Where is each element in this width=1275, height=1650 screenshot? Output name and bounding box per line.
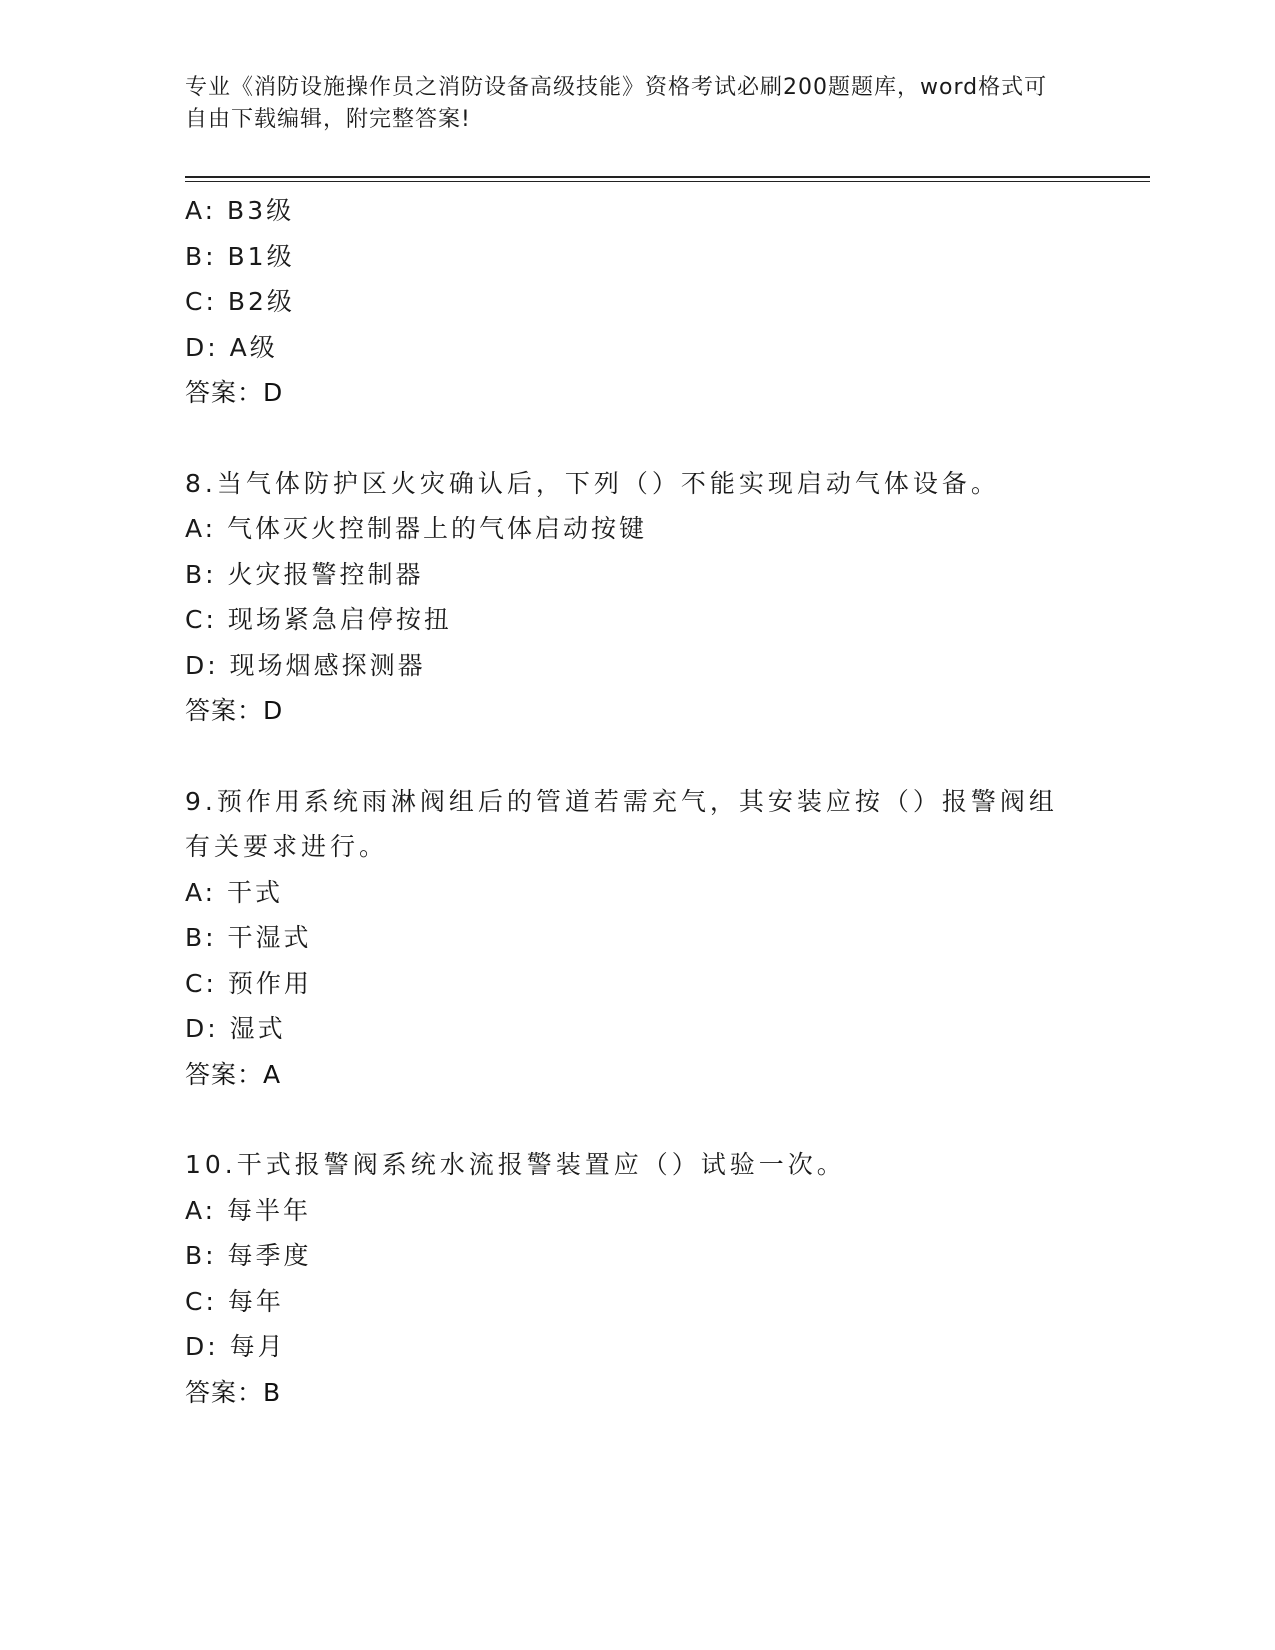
question-text: 10.干式报警阀系统水流报警装置应（）试验一次。 <box>185 1150 846 1179</box>
option-c: C: B2级 <box>185 287 295 316</box>
option-b: B: B1级 <box>185 241 295 271</box>
option-a: A: 干式 <box>185 877 284 907</box>
option-d: D: A级 <box>185 332 278 362</box>
question-block-partial <box>185 188 1065 416</box>
option-a: A: B3级 <box>185 196 295 225</box>
option-a: A: 气体灭火控制器上的气体启动按键 <box>185 514 648 543</box>
option-d: D: 现场烟感探测器 <box>185 650 426 680</box>
question-text: 9.预作用系统雨淋阀组后的管道若需充气，其安装应按（）报警阀组有关要求进行。 <box>185 786 1058 861</box>
spacer <box>185 1097 1065 1142</box>
spacer <box>185 416 1065 461</box>
header-divider-thick <box>185 176 1150 178</box>
spacer <box>185 734 1065 779</box>
document-header <box>185 72 1065 136</box>
header-divider-thin <box>185 181 1150 182</box>
answer-line: 答案：D <box>185 696 284 725</box>
question-text: 8.当气体防护区火灾确认后，下列（）不能实现启动气体设备。 <box>185 468 1000 498</box>
option-b: B: 火灾报警控制器 <box>185 559 424 589</box>
option-c: C: 每年 <box>185 1286 284 1316</box>
option-b: B: 干湿式 <box>185 923 312 952</box>
option-d: D: 湿式 <box>185 1014 286 1043</box>
answer-line: 答案：D <box>185 378 284 407</box>
question-list <box>185 188 1065 1415</box>
answer-line: 答案：A <box>185 1059 282 1089</box>
option-c: C: 预作用 <box>185 968 312 998</box>
question-block-8 <box>185 461 1065 734</box>
option-c: C: 现场紧急启停按扭 <box>185 605 452 634</box>
option-d: D: 每月 <box>185 1332 286 1361</box>
question-block-10 <box>185 1142 1065 1415</box>
option-a: A: 每半年 <box>185 1195 312 1225</box>
answer-line: 答案：B <box>185 1377 282 1407</box>
option-b: B: 每季度 <box>185 1241 312 1270</box>
header-title: 专业《消防设施操作员之消防设备高级技能》资格考试必刷200题题库，word格式可自由下载编辑，附完整答案! <box>185 75 1048 132</box>
question-block-9 <box>185 779 1065 1098</box>
